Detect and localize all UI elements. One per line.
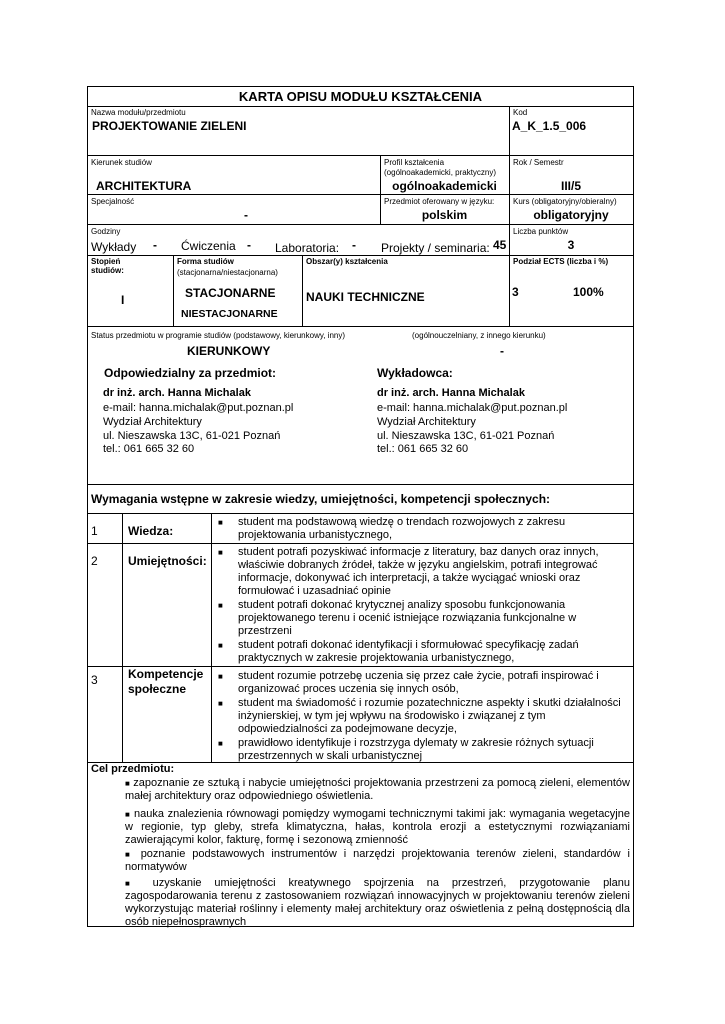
form-label: Forma studiów [177,257,234,266]
page-title: KARTA OPISU MODUŁU KSZTAŁCENIA [238,89,483,104]
lecturer-tel: tel.: 061 665 32 60 [377,443,469,455]
module-code: A_K_1.5_006 [512,119,587,133]
lecturer-email: e-mail: hanna.michalak@put.poznan.pl [377,402,568,414]
req-num-2: 2 [91,554,98,568]
bullet-icon: ■ [218,699,223,708]
req-line: przestrzeni [238,625,292,637]
status-label-2: (ogólnouczelniany, z innego kierunku) [412,331,546,340]
responsible-dept: Wydział Architektury [103,416,202,428]
points-label: Liczba punktów [513,227,569,236]
lectures-label: Wykłady [91,240,137,254]
bullet-icon: ■ [125,779,131,788]
req-skills-label: Umiejętności: [128,554,207,568]
ects-number: 3 [512,285,519,299]
req-line: projektowania urbanistycznego, [238,529,393,541]
req-line: odpowiedzialności za podejmowane decyzje, [238,723,457,735]
bullet-icon: ■ [218,518,223,527]
level-value: I [121,293,125,307]
req-knowledge-label: Wiedza: [128,524,174,538]
lab-value: - [352,238,356,252]
course-label: Kurs (obligatoryjny/obieralny) [513,197,617,206]
bullet-icon: ■ [218,672,223,681]
hours-label: Godziny [91,227,121,236]
bullet-icon: ■ [218,641,223,650]
points-value: 3 [567,238,575,252]
bullet-icon: ■ [218,739,223,748]
lab-label: Laboratoria: [275,241,340,255]
language-value: polskim [421,208,468,222]
req-line: student ma podstawową wiedzę o trendach rozwojowych z zakresu [238,516,566,528]
status-label: Status przedmiotu w programie studiów (podstawowy, kierunkowy, inny) [91,331,346,340]
module-name-label: Nazwa modułu/przedmiotu [91,108,186,117]
req-line: student potrafi dokonać identyfikacji i sformułować specyfikację zadań [238,639,579,651]
border-top [87,86,634,87]
bullet-icon: ■ [218,601,223,610]
lecturer-address: ul. Nieszawska 13C, 61-021 Poznań [377,430,555,442]
profile-value: ogólnoakademicki [392,179,497,193]
responsible-address: ul. Nieszawska 13C, 61-021 Poznań [103,430,281,442]
req-competence-label: Kompetencje [128,667,204,681]
lecturer-name: dr inż. arch. Hanna Michalak [377,387,525,399]
lecturer-dept: Wydział Architektury [377,416,476,428]
bullet-icon: ■ [125,810,131,819]
profile-sublabel: (ogólnoakademicki, praktyczny) [384,168,497,177]
requirements-heading: Wymagania wstępne w zakresie wiedzy, umiejętności, kompetencji społecznych: [91,492,551,506]
ects-percent: 100% [573,285,604,299]
direction-value: ARCHITEKTURA [96,179,192,193]
goal-item: ■ zapoznanie ze sztuką i nabycie umiejętności projektowania przestrzeni za pomocą zieleni, elementów małej architektury oraz odpowiedniego oświetlenia. [125,777,630,802]
req-line: student rozumie potrzebę uczenia się przez całe życie, potrafi inspirować i [238,670,599,682]
goal-heading: Cel przedmiotu: [91,763,175,775]
req-line: właściwie dobranych źródeł, także w języku angielskim, potrafi integrować [238,559,598,571]
req-line: informacje, dokonywać ich interpretacji, a także wyciągać wnioski oraz [238,572,581,584]
req-line: organizować proces uczenia się innych osób, [238,683,459,695]
responsible-tel: tel.: 061 665 32 60 [103,443,195,455]
projects-value: 45 [493,238,507,252]
level-label: Stopień [91,257,121,266]
form-stationary: STACJONARNE [185,286,276,300]
req-line: prawidłowo identyfikuje i rozstrzyga dylematy w zakresie różnych sytuacji [238,737,594,749]
exercises-label: Ćwiczenia [181,239,236,253]
responsible-name: dr inż. arch. Hanna Michalak [103,387,251,399]
area-value: NAUKI TECHNICZNE [306,290,425,304]
status-value-2: - [500,344,504,358]
profile-label: Profil kształcenia [384,158,445,167]
exercises-value: - [247,238,251,252]
req-line: student ma świadomość i rozumie pozatechniczne aspekty i skutki działalności [238,697,621,709]
goal-item: ■ uzyskanie umiejętności kreatywnego spojrzenia na przestrzeń, przygotowanie planu zagospodarowania terenu z zastosowaniem rozwiązań innowacyjnych w projektowaniu terenów zieleni wykorzystując materiał roślinny i elementy małej architektury oraz oświetlenia z pełną dostępnością dla osób niepełnosprawnych [125,877,630,928]
goal-item: ■ poznanie podstawowych instrumentów i narzędzi projektowania terenów zieleni, standardów i normatywów [125,848,630,873]
module-name: PROJEKTOWANIE ZIELENI [92,119,247,133]
projects-label: Projekty / seminaria: [381,241,490,255]
lecturer-heading: Wykładowca: [377,366,453,380]
form-nonstationary: NIESTACJONARNE [181,308,278,320]
specialty-value: - [244,208,248,222]
year-value: III/5 [560,179,581,193]
bullet-icon: ■ [218,548,223,557]
responsible-heading: Odpowiedzialny za przedmiot: [104,366,277,380]
req-line: student potrafi dokonać krytycznej analizy sposobu funkcjonowania [238,599,566,611]
req-num-3: 3 [91,673,98,687]
module-code-label: Kod [513,108,528,117]
req-line: projektowanego terenu i ocenić istniejące rozwiązania funkcjonalne w [238,612,577,624]
status-value: KIERUNKOWY [187,344,271,358]
language-label: Przedmiot oferowany w języku: [384,197,495,206]
form-sublabel: (stacjonarna/niestacjonarna) [177,268,278,277]
goal-item: ■ nauka znalezienia równowagi pomiędzy wymogami technicznymi takimi jak: wymagania wegetacyjne w regionie, typ gleby, strefa klimatyczna, hałas, kontrola erozji a estetycznymi rozwiązaniami zawierającymi kolor, fakturę, formę i sezonową zmienność [125,808,630,846]
responsible-email: e-mail: hanna.michalak@put.poznan.pl [103,402,294,414]
req-competence-label-2: społeczne [128,682,187,696]
req-num-1: 1 [91,524,98,538]
specialty-label: Specjalność [91,197,135,206]
req-line: inżynierskiej, w tym jej wpływu na środowisko i związanej z tym [238,710,546,722]
ects-label: Podział ECTS (liczba i %) [513,257,609,266]
bullet-icon: ■ [125,850,134,859]
course-value: obligatoryjny [533,208,609,222]
req-line: formułować i uzasadniać opinie [238,585,391,597]
bullet-icon: ■ [125,879,140,888]
direction-label: Kierunek studiów [91,158,152,167]
req-line: praktycznych w zakresie projektowania urbanistycznego, [238,652,515,664]
area-label: Obszar(y) kształcenia [306,257,388,266]
req-line: student potrafi pozyskiwać informacje z literatury, baz danych oraz innych, [238,546,599,558]
year-label: Rok / Semestr [513,158,564,167]
lectures-value: - [153,238,157,252]
border-left [87,86,88,926]
req-line: przestrzennych w skali urbanistycznej [238,750,423,762]
level-label-2: studiów: [91,266,124,275]
border-right [633,86,634,926]
